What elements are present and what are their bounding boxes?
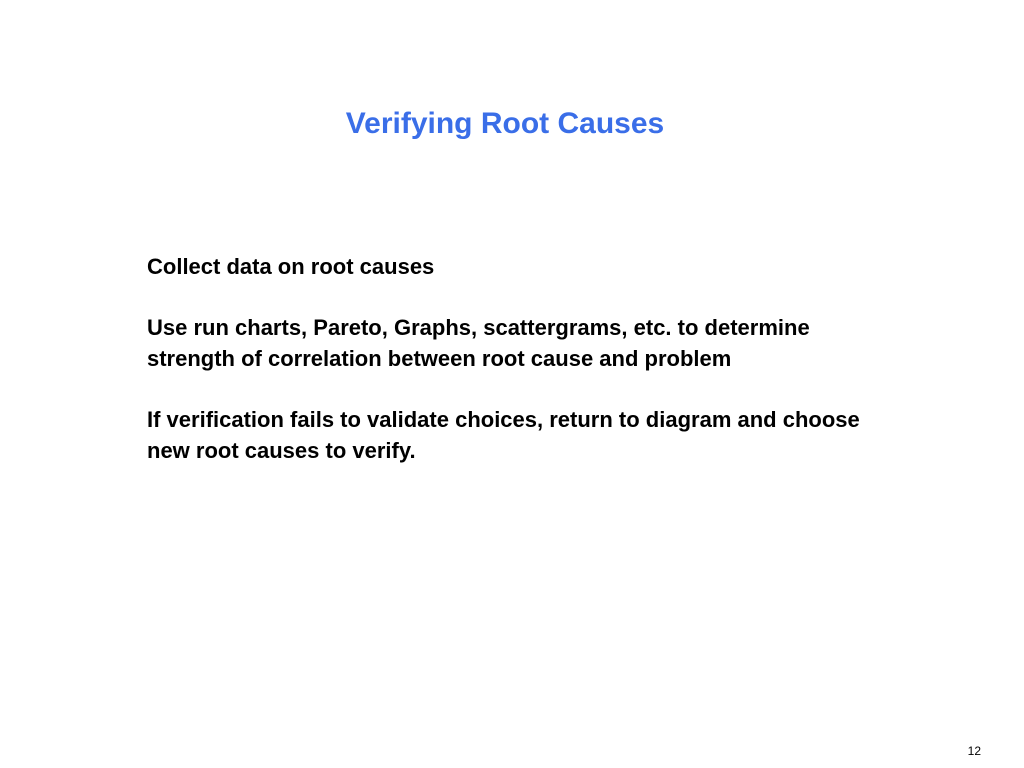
slide-title: Verifying Root Causes [345,107,665,140]
page-number: 12 [967,744,981,758]
body-paragraph-verification-fails: If verification fails to validate choices, return to diagram and choose new root causes to verify. [147,407,860,463]
body-paragraph-collect-data: Collect data on root causes [147,254,435,279]
slide-body [147,251,867,466]
body-paragraph-use-charts: Use run charts, Pareto, Graphs, scattergrams, etc. to determine strength of correlation between root cause and problem [147,315,810,371]
